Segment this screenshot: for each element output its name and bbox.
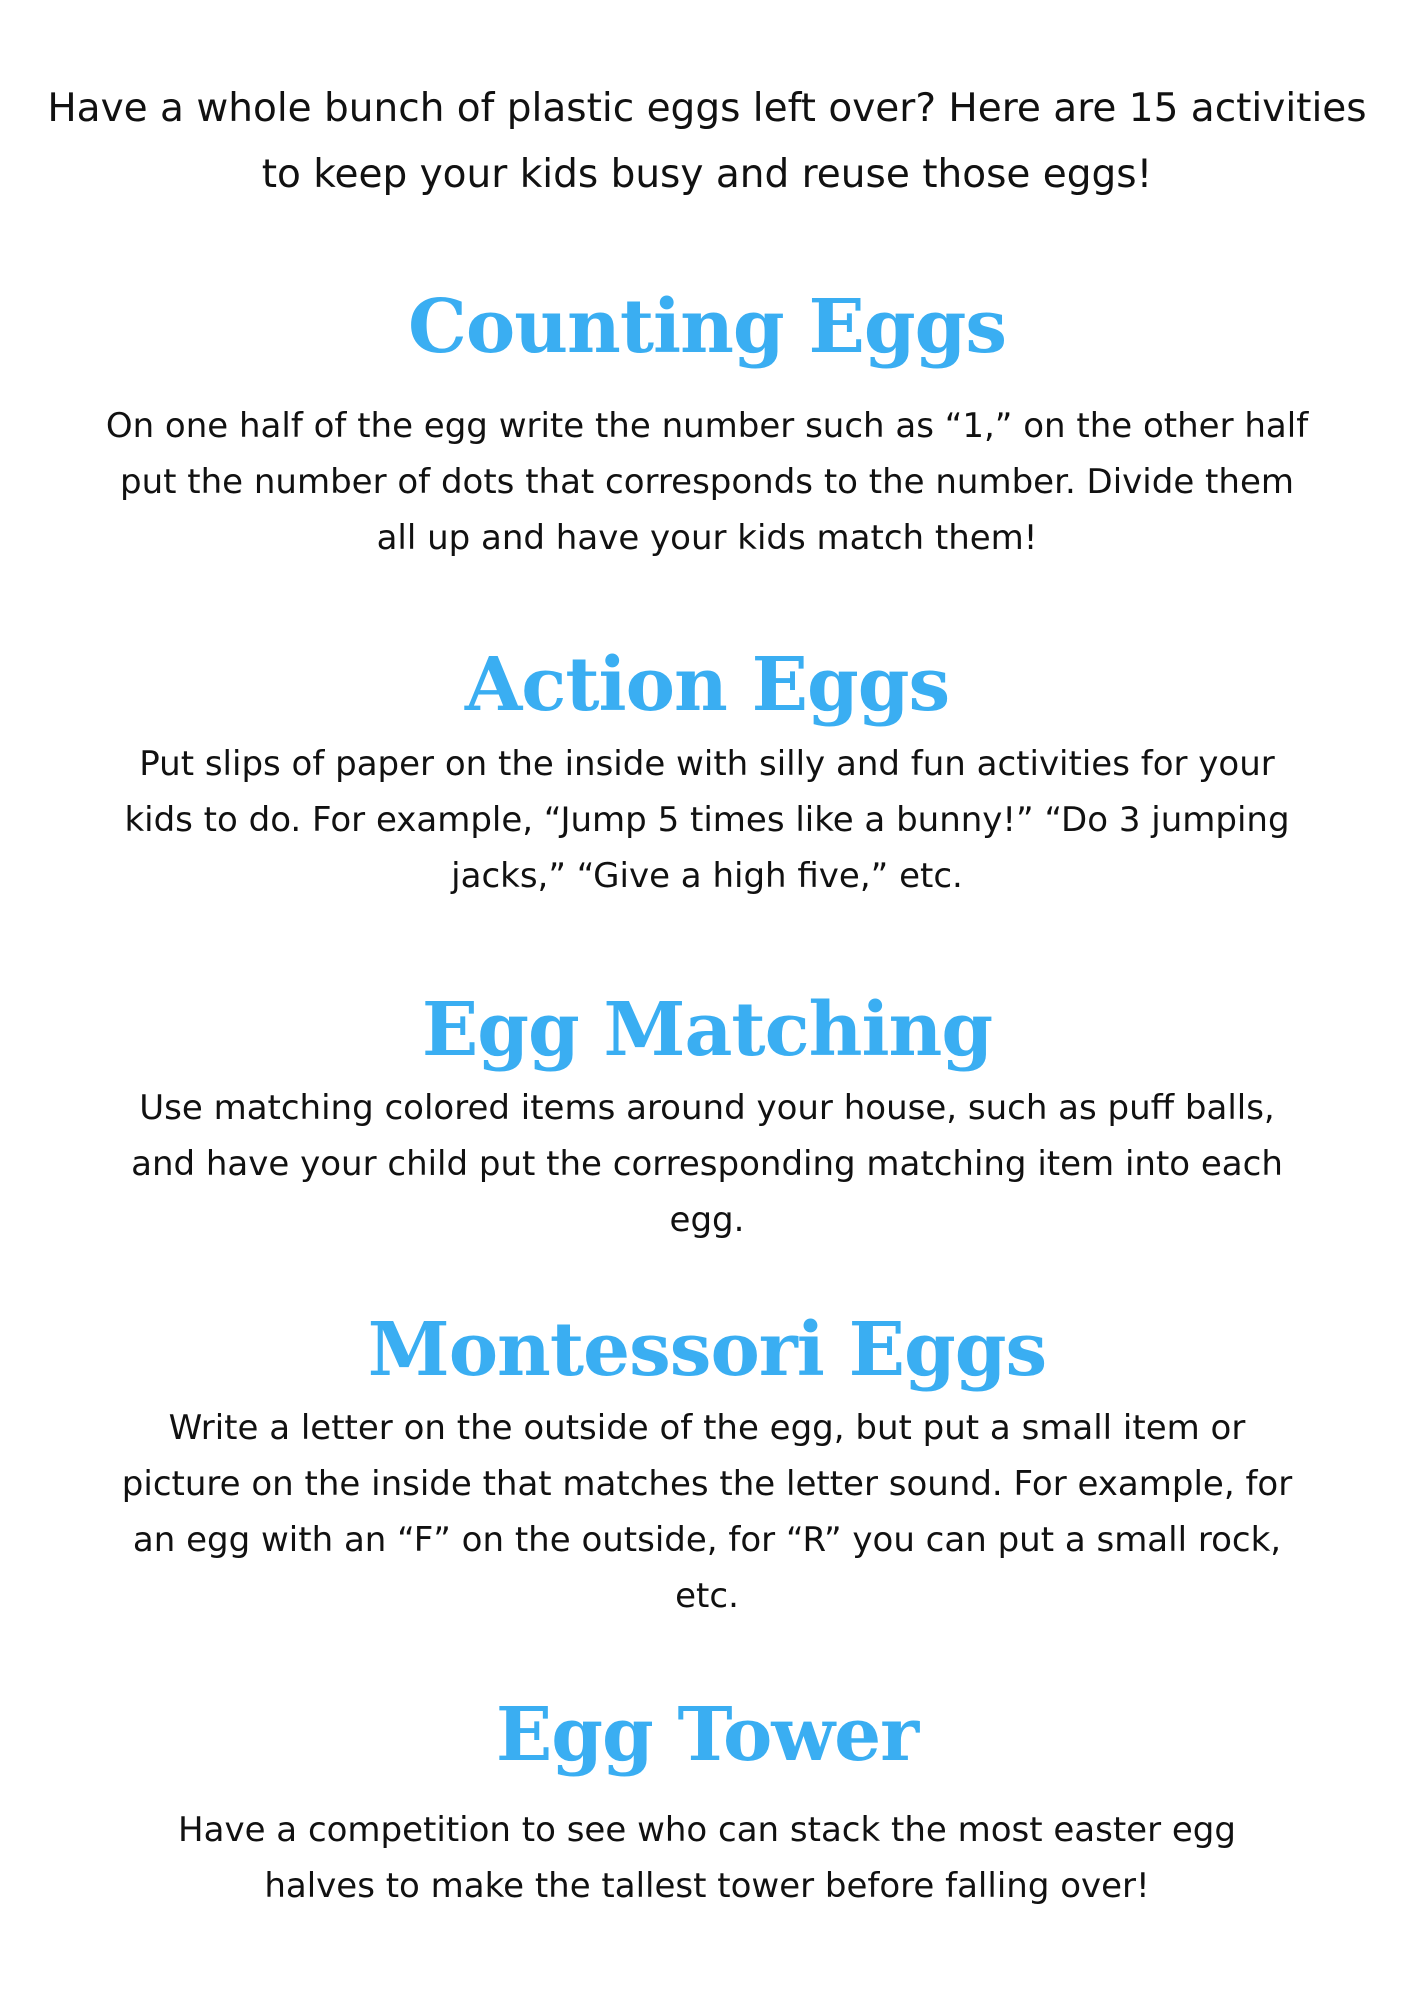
section-heading-egg-tower: Egg Tower <box>495 1692 919 1778</box>
section-body-counting-eggs: On one half of the egg write the number such as “1,” on the other half put the number of dots that corresponds to the number. Divide them all up and have your kids match them! <box>105 406 1309 558</box>
section-heading-action-eggs: Action Eggs <box>464 642 950 728</box>
section-body-action-eggs: Put slips of paper on the inside with silly and fun activities for your kids to do. For example, “Jump 5 times like a bunny!” “Do 3 jumping jacks,” “Give a high five,” etc. <box>124 744 1290 896</box>
section-heading-counting-eggs: Counting Eggs <box>407 284 1006 370</box>
section-heading-egg-matching: Egg Matching <box>421 987 993 1073</box>
intro-paragraph <box>0 76 1414 208</box>
section-body-egg-tower: Have a competition to see who can stack the most easter egg halves to make the tallest tower before falling over! <box>178 1810 1236 1906</box>
section-heading-montessori-eggs: Montessori Eggs <box>367 1307 1047 1393</box>
intro-text: Have a whole bunch of plastic eggs left over? Here are 15 activities to keep your kids busy and reuse those eggs! <box>47 86 1367 197</box>
section-body-egg-matching: Use matching colored items around your house, such as puff balls, and have your child put the corresponding matching item into each egg. <box>131 1088 1283 1240</box>
section-body-montessori-eggs: Write a letter on the outside of the egg, but put a small item or picture on the inside that matches the letter sound. For example, for an egg with an “F” on the outside, for “R” you can put a small rock, etc. <box>121 1408 1293 1616</box>
